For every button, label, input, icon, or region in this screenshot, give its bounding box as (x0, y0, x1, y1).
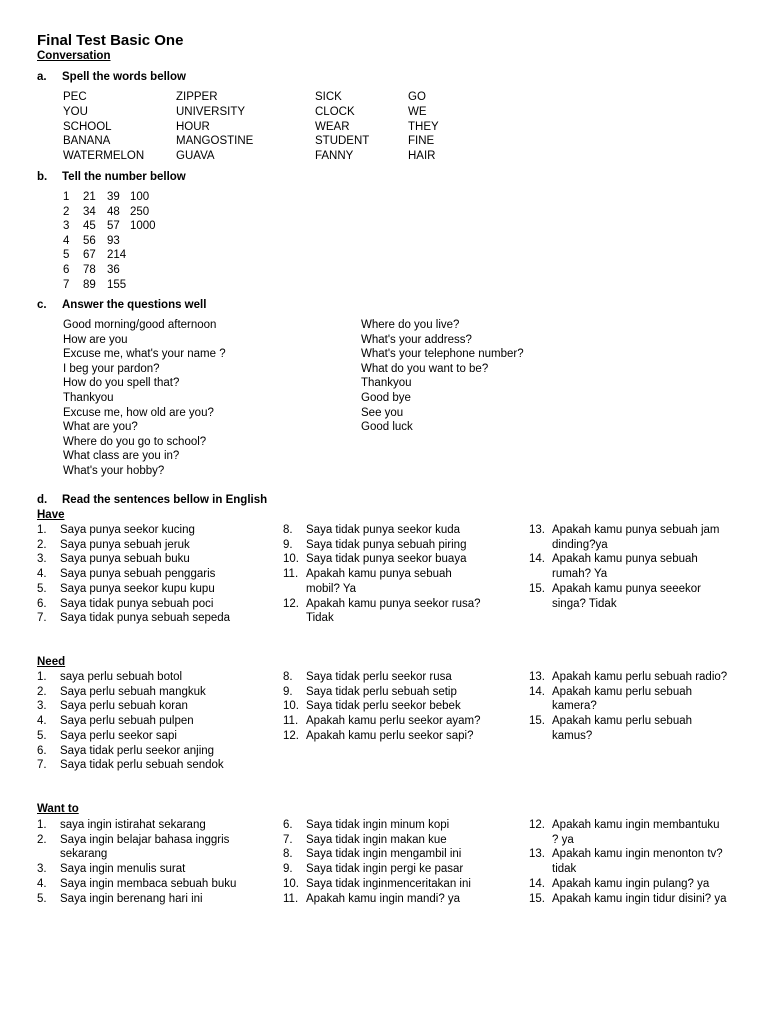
item-text: Saya tidak punya sebuah poci (60, 597, 214, 610)
number-cell: 250 (130, 205, 150, 218)
questions-right-column (361, 318, 524, 435)
spell-word: UNIVERSITY (176, 105, 246, 118)
want-list-2 (283, 818, 483, 906)
item-number: 4. (37, 715, 47, 728)
question-item: What's your telephone number? (361, 348, 524, 361)
list-item (283, 714, 483, 729)
list-item (529, 714, 729, 743)
number-cell: 155 (107, 278, 127, 291)
item-text: Apakah kamu ingin mandi? ya (306, 892, 461, 905)
item-number: 6. (37, 744, 47, 757)
item-text: Saya tidak ingin minum kopi (306, 819, 450, 831)
item-text: Apakah kamu punya sebuah jam dinding?ya (552, 524, 720, 551)
list-item (529, 523, 729, 552)
item-number: 1. (37, 524, 47, 536)
item-text: Saya tidak perlu seekor rusa (306, 671, 452, 683)
question-item: How are you (63, 333, 128, 346)
item-number: 11. (283, 715, 299, 728)
item-text: Saya punya seekor kucing (60, 524, 195, 536)
item-text: saya perlu sebuah botol (60, 671, 183, 683)
question-item: What are you? (63, 421, 138, 434)
question-item: Thankyou (63, 391, 114, 404)
number-cell: 100 (130, 191, 150, 203)
list-item (529, 877, 729, 892)
question-item: What's your address? (361, 333, 472, 346)
number-cell: 67 (83, 249, 96, 262)
item-text: Apakah kamu perlu sebuah kamus? (552, 715, 693, 742)
section-b-title: Tell the number bellow (62, 171, 186, 183)
item-text: Saya tidak perlu sebuah setip (306, 685, 457, 698)
list-item (283, 552, 483, 567)
item-number: 14. (529, 877, 545, 890)
need-list-3 (529, 670, 729, 744)
item-number: 8. (283, 524, 293, 536)
spell-column-1 (63, 90, 144, 164)
spell-word: WATERMELON (63, 150, 145, 163)
item-text: Saya perlu sebuah pulpen (60, 715, 194, 728)
list-item (37, 744, 237, 759)
section-b-letter: b. (37, 171, 48, 183)
item-number: 5. (37, 892, 47, 905)
number-cell: 89 (83, 278, 96, 291)
list-item (529, 552, 729, 581)
item-text: Saya ingin belajar bahasa inggris sekarang (60, 833, 230, 861)
item-number: 8. (283, 671, 293, 683)
list-item (529, 582, 729, 611)
item-number: 9. (283, 863, 293, 876)
item-number: 15. (529, 715, 545, 728)
want-list-1 (37, 818, 237, 906)
number-cell: 6 (63, 263, 70, 276)
list-item (37, 685, 237, 700)
item-number: 15. (529, 582, 545, 595)
questions-left-column (63, 318, 226, 479)
list-item (283, 567, 483, 596)
item-text: Saya ingin menulis surat (60, 863, 186, 876)
spell-word: CLOCK (315, 105, 355, 118)
item-text: saya ingin istirahat sekarang (60, 819, 206, 831)
list-item (37, 538, 237, 553)
question-item: What's your hobby? (63, 464, 165, 477)
item-text: Saya tidak ingin mengambil ini (306, 848, 462, 861)
number-cell: 214 (107, 249, 127, 262)
number-cell: 39 (107, 191, 120, 203)
spell-word: BANANA (63, 135, 111, 148)
item-text: Saya tidak perlu seekor anjing (60, 744, 215, 757)
item-text: Saya perlu seekor sapi (60, 729, 177, 742)
number-cell: 3 (63, 220, 70, 233)
list-item (37, 552, 237, 567)
have-list-1 (37, 523, 237, 626)
number-cell: 34 (83, 205, 96, 218)
spell-word: GUAVA (176, 150, 215, 163)
list-item (283, 523, 483, 538)
item-number: 2. (37, 685, 47, 698)
spell-word: FINE (408, 135, 435, 148)
item-number: 14. (529, 553, 545, 566)
list-item (283, 685, 483, 700)
list-item (37, 699, 237, 714)
list-item (283, 847, 483, 862)
item-text: Saya tidak inginmenceritakan ini (306, 877, 471, 890)
want-label: Want to (37, 803, 79, 815)
item-text: Saya punya sebuah penggaris (60, 568, 216, 581)
item-number: 12. (529, 819, 545, 831)
question-item: How do you spell that? (63, 377, 180, 390)
number-cell: 1000 (130, 220, 156, 233)
list-item (283, 699, 483, 714)
question-item: Good bye (361, 391, 411, 404)
spell-word: HOUR (176, 120, 210, 133)
need-label: Need (37, 656, 66, 668)
item-text: Saya tidak ingin makan kue (306, 833, 447, 846)
question-item: Thankyou (361, 377, 412, 390)
item-text: Saya tidak perlu sebuah sendok (60, 759, 224, 772)
item-number: 10. (283, 553, 299, 566)
list-item (37, 877, 237, 892)
item-number: 8. (283, 848, 293, 861)
section-a-title: Spell the words bellow (62, 71, 186, 83)
list-item (37, 582, 237, 597)
item-text: Apakah kamu punya seekor rusa? Tidak (306, 597, 481, 625)
have-label: Have (37, 509, 65, 521)
item-number: 7. (37, 612, 47, 625)
item-text: Apakah kamu perlu sebuah kamera? (552, 685, 693, 713)
number-cell: 5 (63, 249, 70, 262)
list-item (283, 862, 483, 877)
item-number: 4. (37, 877, 47, 890)
item-number: 14. (529, 685, 545, 698)
list-item (283, 670, 483, 685)
item-number: 6. (37, 597, 47, 610)
item-number: 5. (37, 582, 47, 595)
need-list-1 (37, 670, 237, 773)
item-text: Saya punya sebuah buku (60, 553, 190, 566)
spell-column-2 (176, 90, 253, 164)
item-text: Apakah kamu punya sebuah rumah? Ya (552, 553, 698, 581)
item-number: 3. (37, 553, 47, 566)
question-item: I beg your pardon? (63, 362, 160, 375)
item-text: Apakah kamu perlu seekor ayam? (306, 715, 481, 728)
item-number: 6. (283, 819, 293, 831)
item-number: 3. (37, 700, 47, 713)
spell-word: PEC (63, 91, 87, 103)
want-list-3 (529, 818, 729, 906)
item-text: Apakah kamu perlu seekor sapi? (306, 729, 474, 742)
list-item (529, 818, 729, 847)
spell-word: FANNY (315, 150, 354, 163)
spell-word: WEAR (315, 120, 350, 133)
page-title: Final Test Basic One (37, 32, 184, 49)
have-list-3 (529, 523, 729, 611)
item-text: Apakah kamu ingin membantuku ? ya (552, 819, 720, 846)
item-number: 3. (37, 863, 47, 876)
spell-column-3 (315, 90, 369, 164)
list-item (283, 892, 483, 907)
item-text: Apakah kamu ingin menonton tv? tidak (552, 848, 723, 876)
number-cell: 56 (83, 234, 96, 247)
number-cell: 7 (63, 278, 70, 291)
list-item (37, 729, 237, 744)
list-item (529, 847, 729, 876)
list-item (37, 670, 237, 685)
spell-word: YOU (63, 105, 88, 118)
item-number: 5. (37, 729, 47, 742)
item-number: 9. (283, 685, 293, 698)
number-cell: 57 (107, 220, 120, 233)
item-number: 11. (283, 892, 299, 905)
item-number: 7. (283, 833, 293, 846)
item-text: Saya punya sebuah jeruk (60, 538, 190, 551)
question-item: Good morning/good afternoon (63, 319, 217, 331)
number-cell: 4 (63, 234, 70, 247)
item-number: 4. (37, 568, 47, 581)
have-list-2 (283, 523, 483, 626)
item-text: Saya tidak punya seekor kuda (306, 524, 461, 536)
spell-word: HAIR (408, 150, 436, 163)
question-item: Excuse me, what's your name ? (63, 348, 226, 361)
number-cell: 78 (83, 263, 96, 276)
item-text: Apakah kamu punya seeekor singa? Tidak (552, 582, 701, 610)
question-item: See you (361, 406, 404, 419)
section-b-heading (37, 171, 186, 183)
question-item: Where do you live? (361, 319, 460, 331)
list-item (283, 833, 483, 848)
item-number: 7. (37, 759, 47, 772)
item-number: 1. (37, 671, 47, 683)
item-number: 12. (283, 729, 299, 742)
number-cell: 21 (83, 191, 96, 203)
list-item (37, 862, 237, 877)
question-item: Excuse me, how old are you? (63, 406, 214, 419)
question-item: Where do you go to school? (63, 435, 207, 448)
spell-word: WE (408, 105, 427, 118)
number-cell: 36 (107, 263, 120, 276)
item-number: 9. (283, 538, 293, 551)
number-cell: 48 (107, 205, 120, 218)
section-a-letter: a. (37, 71, 47, 83)
list-item (37, 833, 237, 862)
list-item (37, 567, 237, 582)
list-item (37, 818, 237, 833)
list-item (37, 523, 237, 538)
item-number: 12. (283, 597, 299, 610)
list-item (37, 597, 237, 612)
item-text: Saya tidak punya sebuah piring (306, 538, 467, 551)
item-text: Saya ingin berenang hari ini (60, 892, 203, 905)
item-text: Apakah kamu ingin tidur disini? ya (552, 892, 727, 905)
list-item (529, 685, 729, 714)
section-c-heading (37, 299, 206, 311)
item-text: Saya perlu sebuah koran (60, 700, 188, 713)
item-number: 2. (37, 833, 47, 846)
list-item (283, 877, 483, 892)
section-c-letter: c. (37, 299, 47, 311)
spell-column-4 (408, 90, 439, 164)
section-c-title: Answer the questions well (62, 299, 207, 311)
number-cell: 93 (107, 234, 120, 247)
number-cell: 2 (63, 205, 70, 218)
item-text: Saya punya seekor kupu kupu (60, 582, 215, 595)
item-text: Saya tidak perlu seekor bebek (306, 700, 461, 713)
list-item (37, 611, 237, 626)
item-text: Saya tidak ingin pergi ke pasar (306, 863, 464, 876)
item-text: Saya tidak punya seekor buaya (306, 553, 467, 566)
item-number: 1. (37, 819, 47, 831)
item-text: Saya ingin membaca sebuah buku (60, 877, 237, 890)
section-d-letter: d. (37, 494, 48, 506)
item-number: 10. (283, 877, 299, 890)
spell-word: GO (408, 91, 426, 103)
number-cell: 45 (83, 220, 96, 233)
item-number: 2. (37, 538, 47, 551)
section-d-title: Read the sentences bellow in English (62, 494, 268, 506)
question-item: Good luck (361, 421, 413, 434)
spell-word: ZIPPER (176, 91, 218, 103)
item-number: 13. (529, 671, 545, 683)
spell-word: THEY (408, 120, 439, 133)
number-cell: 1 (63, 191, 70, 203)
list-item (37, 758, 237, 773)
item-number: 10. (283, 700, 299, 713)
item-text: Apakah kamu punya sebuah mobil? Ya (306, 568, 452, 595)
item-number: 15. (529, 892, 545, 905)
item-text: Apakah kamu ingin pulang? ya (552, 877, 710, 890)
need-list-2 (283, 670, 483, 744)
page-subtitle: Conversation (37, 50, 111, 62)
list-item (37, 714, 237, 729)
section-a-heading (37, 71, 186, 83)
item-number: 13. (529, 848, 545, 861)
spell-word: MANGOSTINE (176, 135, 254, 148)
section-d-heading (37, 494, 267, 506)
list-item (283, 597, 483, 626)
list-item (529, 892, 729, 907)
item-text: Saya tidak punya sebuah sepeda (60, 612, 231, 625)
spell-word: STUDENT (315, 135, 370, 148)
spell-word: SICK (315, 91, 342, 103)
item-number: 13. (529, 524, 545, 536)
list-item (283, 538, 483, 553)
question-item: What do you want to be? (361, 362, 489, 375)
item-text: Apakah kamu perlu sebuah radio? (552, 671, 728, 683)
item-text: Saya perlu sebuah mangkuk (60, 685, 206, 698)
item-number: 11. (283, 568, 299, 581)
list-item (529, 670, 729, 685)
list-item (283, 818, 483, 833)
list-item (283, 729, 483, 744)
question-item: What class are you in? (63, 450, 180, 463)
list-item (37, 892, 237, 907)
spell-word: SCHOOL (63, 120, 112, 133)
